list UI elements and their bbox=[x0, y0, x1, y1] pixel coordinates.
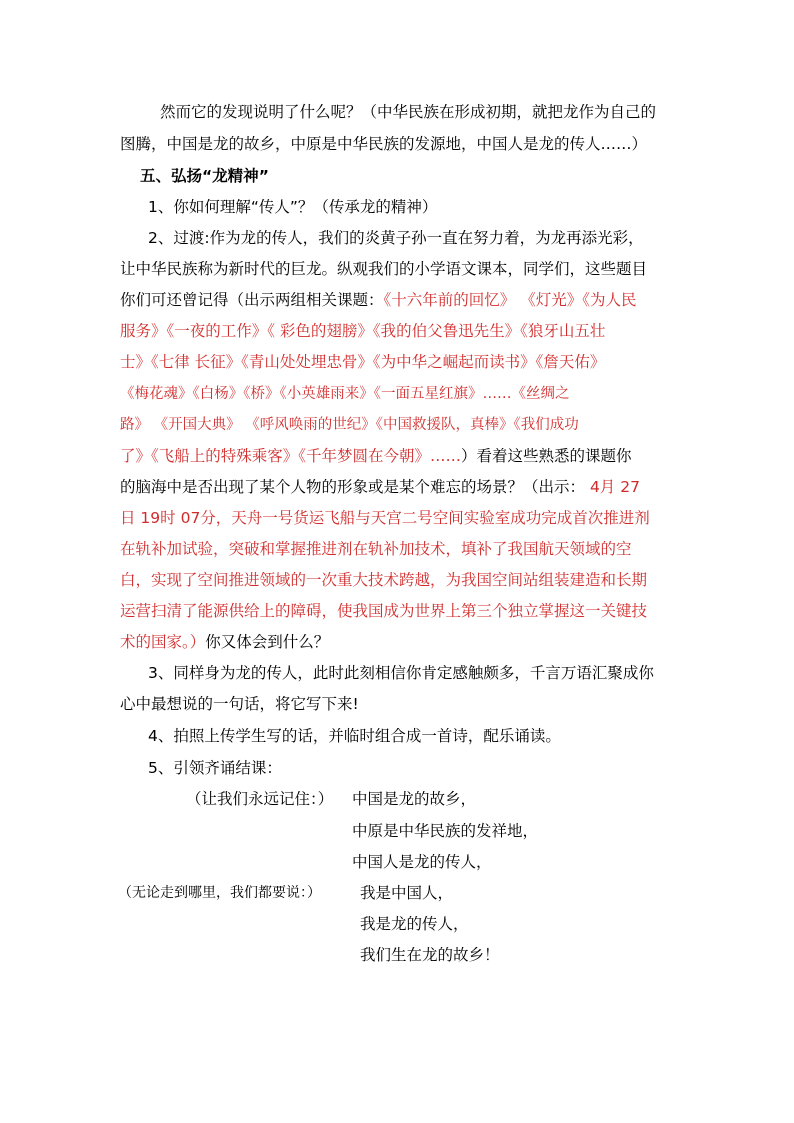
para1-line2: 图腾，中国是龙的故乡，中原是中华民族的发源地，中国人是龙的传人……） bbox=[120, 135, 648, 153]
poem-line-2: 中原是中华民族的发祥地， bbox=[352, 822, 539, 840]
lesson-titles-line4: 《梅花魂》《白杨》《桥》《小英雄雨来》《一面五星红旗》……《丝绸之 bbox=[120, 386, 570, 402]
item2-line3-text: 你们可还曾记得（出示两组相关课题： bbox=[120, 291, 384, 309]
item2-line8 bbox=[120, 446, 632, 466]
lesson-titles-line3: 士》《七律 长征》《青山处处埋忠骨》《为中华之崛起而读书》《詹天佑》 bbox=[120, 353, 606, 371]
item2-line9-text: 的脑海中是否出现了某个人物的形象或是某个难忘的场景？（出示： bbox=[120, 478, 586, 496]
news-line4: 白，实现了空间推进领域的一次重大技术跨越，为我国空间站组装建造和长期 bbox=[120, 571, 648, 589]
para1-line1: 然而它的发现说明了什么呢？（中华民族在形成初期，就把龙作为自己的 bbox=[160, 103, 657, 121]
poem-line-5: 我是龙的传人， bbox=[360, 915, 469, 933]
lesson-titles-start: 《十六年前的回忆》 《灯光》《为人民 bbox=[383, 291, 637, 309]
item2-line1: 2、过渡:作为龙的传人，我们的炎黄子孙一直在努力着，为龙再添光彩， bbox=[148, 229, 644, 247]
item2-line9 bbox=[120, 477, 640, 497]
poem-prompt-2: （无论走到哪里，我们都要说：） bbox=[118, 885, 321, 901]
item2-line8-text: ）看着这些熟悉的课题你 bbox=[461, 447, 632, 465]
item3-line1: 3、同样身为龙的传人，此时此刻相信你肯定感触颇多，千言万语汇聚成你 bbox=[148, 664, 654, 682]
item4-line: 4、拍照上传学生写的话，并临时组合成一首诗，配乐诵读。 bbox=[148, 727, 561, 745]
lesson-titles-line2: 服务》《一夜的工作》《 彩色的翅膀》《我的伯父鲁迅先生》《狼牙山五壮 bbox=[120, 322, 606, 340]
item2-line2: 让中华民族称为新时代的巨龙。纵观我们的小学语文课本，同学们，这些题目 bbox=[120, 260, 648, 278]
item5-line: 5、引领齐诵结课： bbox=[148, 759, 282, 777]
news-line5: 运营扫清了能源供给上的障碍，使我国成为世界上第三个独立掌握这一关键技 bbox=[120, 602, 648, 620]
news-line3: 在轨补加试验，突破和掌握推进剂在轨补加技术，填补了我国航天领域的空 bbox=[120, 540, 632, 558]
item2-line14 bbox=[120, 632, 329, 652]
poem-line-1: 中国是龙的故乡， bbox=[352, 790, 477, 808]
item2-line14-text: 你又体会到什么？ bbox=[205, 633, 330, 651]
news-line2: 日 19时 07分，天舟一号货运飞船与天宫二号空间实验室成功完成首次推进剂 bbox=[120, 509, 650, 527]
news-end: 术的国家。） bbox=[120, 633, 206, 651]
news-start: 4月 27 bbox=[585, 478, 640, 496]
poem-line-3: 中国人是龙的传人， bbox=[352, 853, 492, 871]
poem-line-6: 我们生在龙的故乡！ bbox=[360, 946, 500, 964]
section-heading-5: 五、弘扬“龙精神” bbox=[140, 167, 269, 185]
lesson-titles-end: 了》《飞船上的特殊乘客》《千年梦圆在今朝》…… bbox=[120, 447, 462, 465]
item2-line3 bbox=[120, 290, 636, 310]
item1-line: 1、你如何理解“传人”？（传承龙的精神） bbox=[148, 198, 438, 216]
lesson-titles-line5: 路》 《开国大典》 《呼风唤雨的世纪》《中国救援队，真棒》《我们成功 bbox=[120, 417, 579, 433]
poem-prompt-1: （让我们永远记住：） bbox=[186, 790, 334, 808]
item3-line2: 心中最想说的一句话，将它写下来! bbox=[120, 695, 359, 713]
poem-line-4: 我是中国人， bbox=[360, 884, 454, 902]
